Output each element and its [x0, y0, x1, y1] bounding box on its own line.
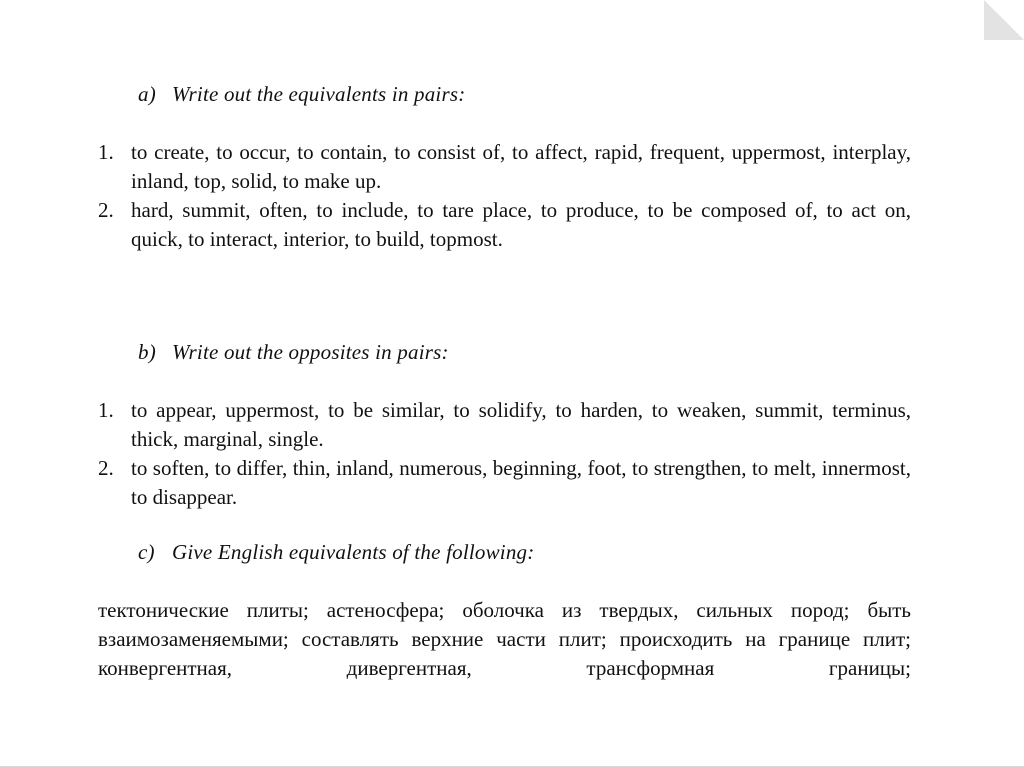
- list-item-text: to create, to occur, to contain, to consist of, to affect, rapid, frequent, uppermost, interplay, inland, top, solid, to make up.: [131, 140, 911, 193]
- list-item: [98, 138, 911, 196]
- list-item-number: 2.: [98, 198, 114, 222]
- list-item-number: 1.: [98, 140, 114, 164]
- list-item: [98, 454, 911, 512]
- section-a-letter: a): [138, 82, 156, 106]
- section-c-letter: c): [138, 540, 155, 564]
- section-b-heading-text: Write out the opposites in pairs:: [172, 340, 449, 364]
- section-c-russian-text: тектонические плиты; астеносфера; оболочка из твердых, сильных пород; быть взаимозаменяемыми; составлять верхние части плит; происходить на границе плит; конвергентная, дивергентная, трансформная границы;: [98, 598, 911, 680]
- section-b-letter: b): [138, 340, 156, 364]
- section-c-heading-text: Give English equivalents of the following:: [172, 540, 535, 564]
- section-a-heading-text: Write out the equivalents in pairs:: [172, 82, 466, 106]
- list-item-number: 2.: [98, 456, 114, 480]
- list-item: [98, 396, 911, 454]
- list-item: [98, 196, 911, 254]
- list-item-text: to soften, to differ, thin, inland, numerous, beginning, foot, to strengthen, to melt, innermost, to disappear.: [131, 456, 911, 509]
- section-c-heading: [138, 540, 534, 565]
- section-a-list: [98, 138, 911, 254]
- list-item-text: hard, summit, often, to include, to tare place, to produce, to be composed of, to act on, quick, to interact, interior, to build, topmost.: [131, 198, 911, 251]
- list-item-text: to appear, uppermost, to be similar, to solidify, to harden, to weaken, summit, terminus, thick, marginal, single.: [131, 398, 911, 451]
- section-a-heading: [138, 82, 465, 107]
- section-b-list: [98, 396, 911, 512]
- section-b-heading: [138, 340, 449, 365]
- page-corner-fold: [984, 0, 1024, 40]
- list-item-number: 1.: [98, 398, 114, 422]
